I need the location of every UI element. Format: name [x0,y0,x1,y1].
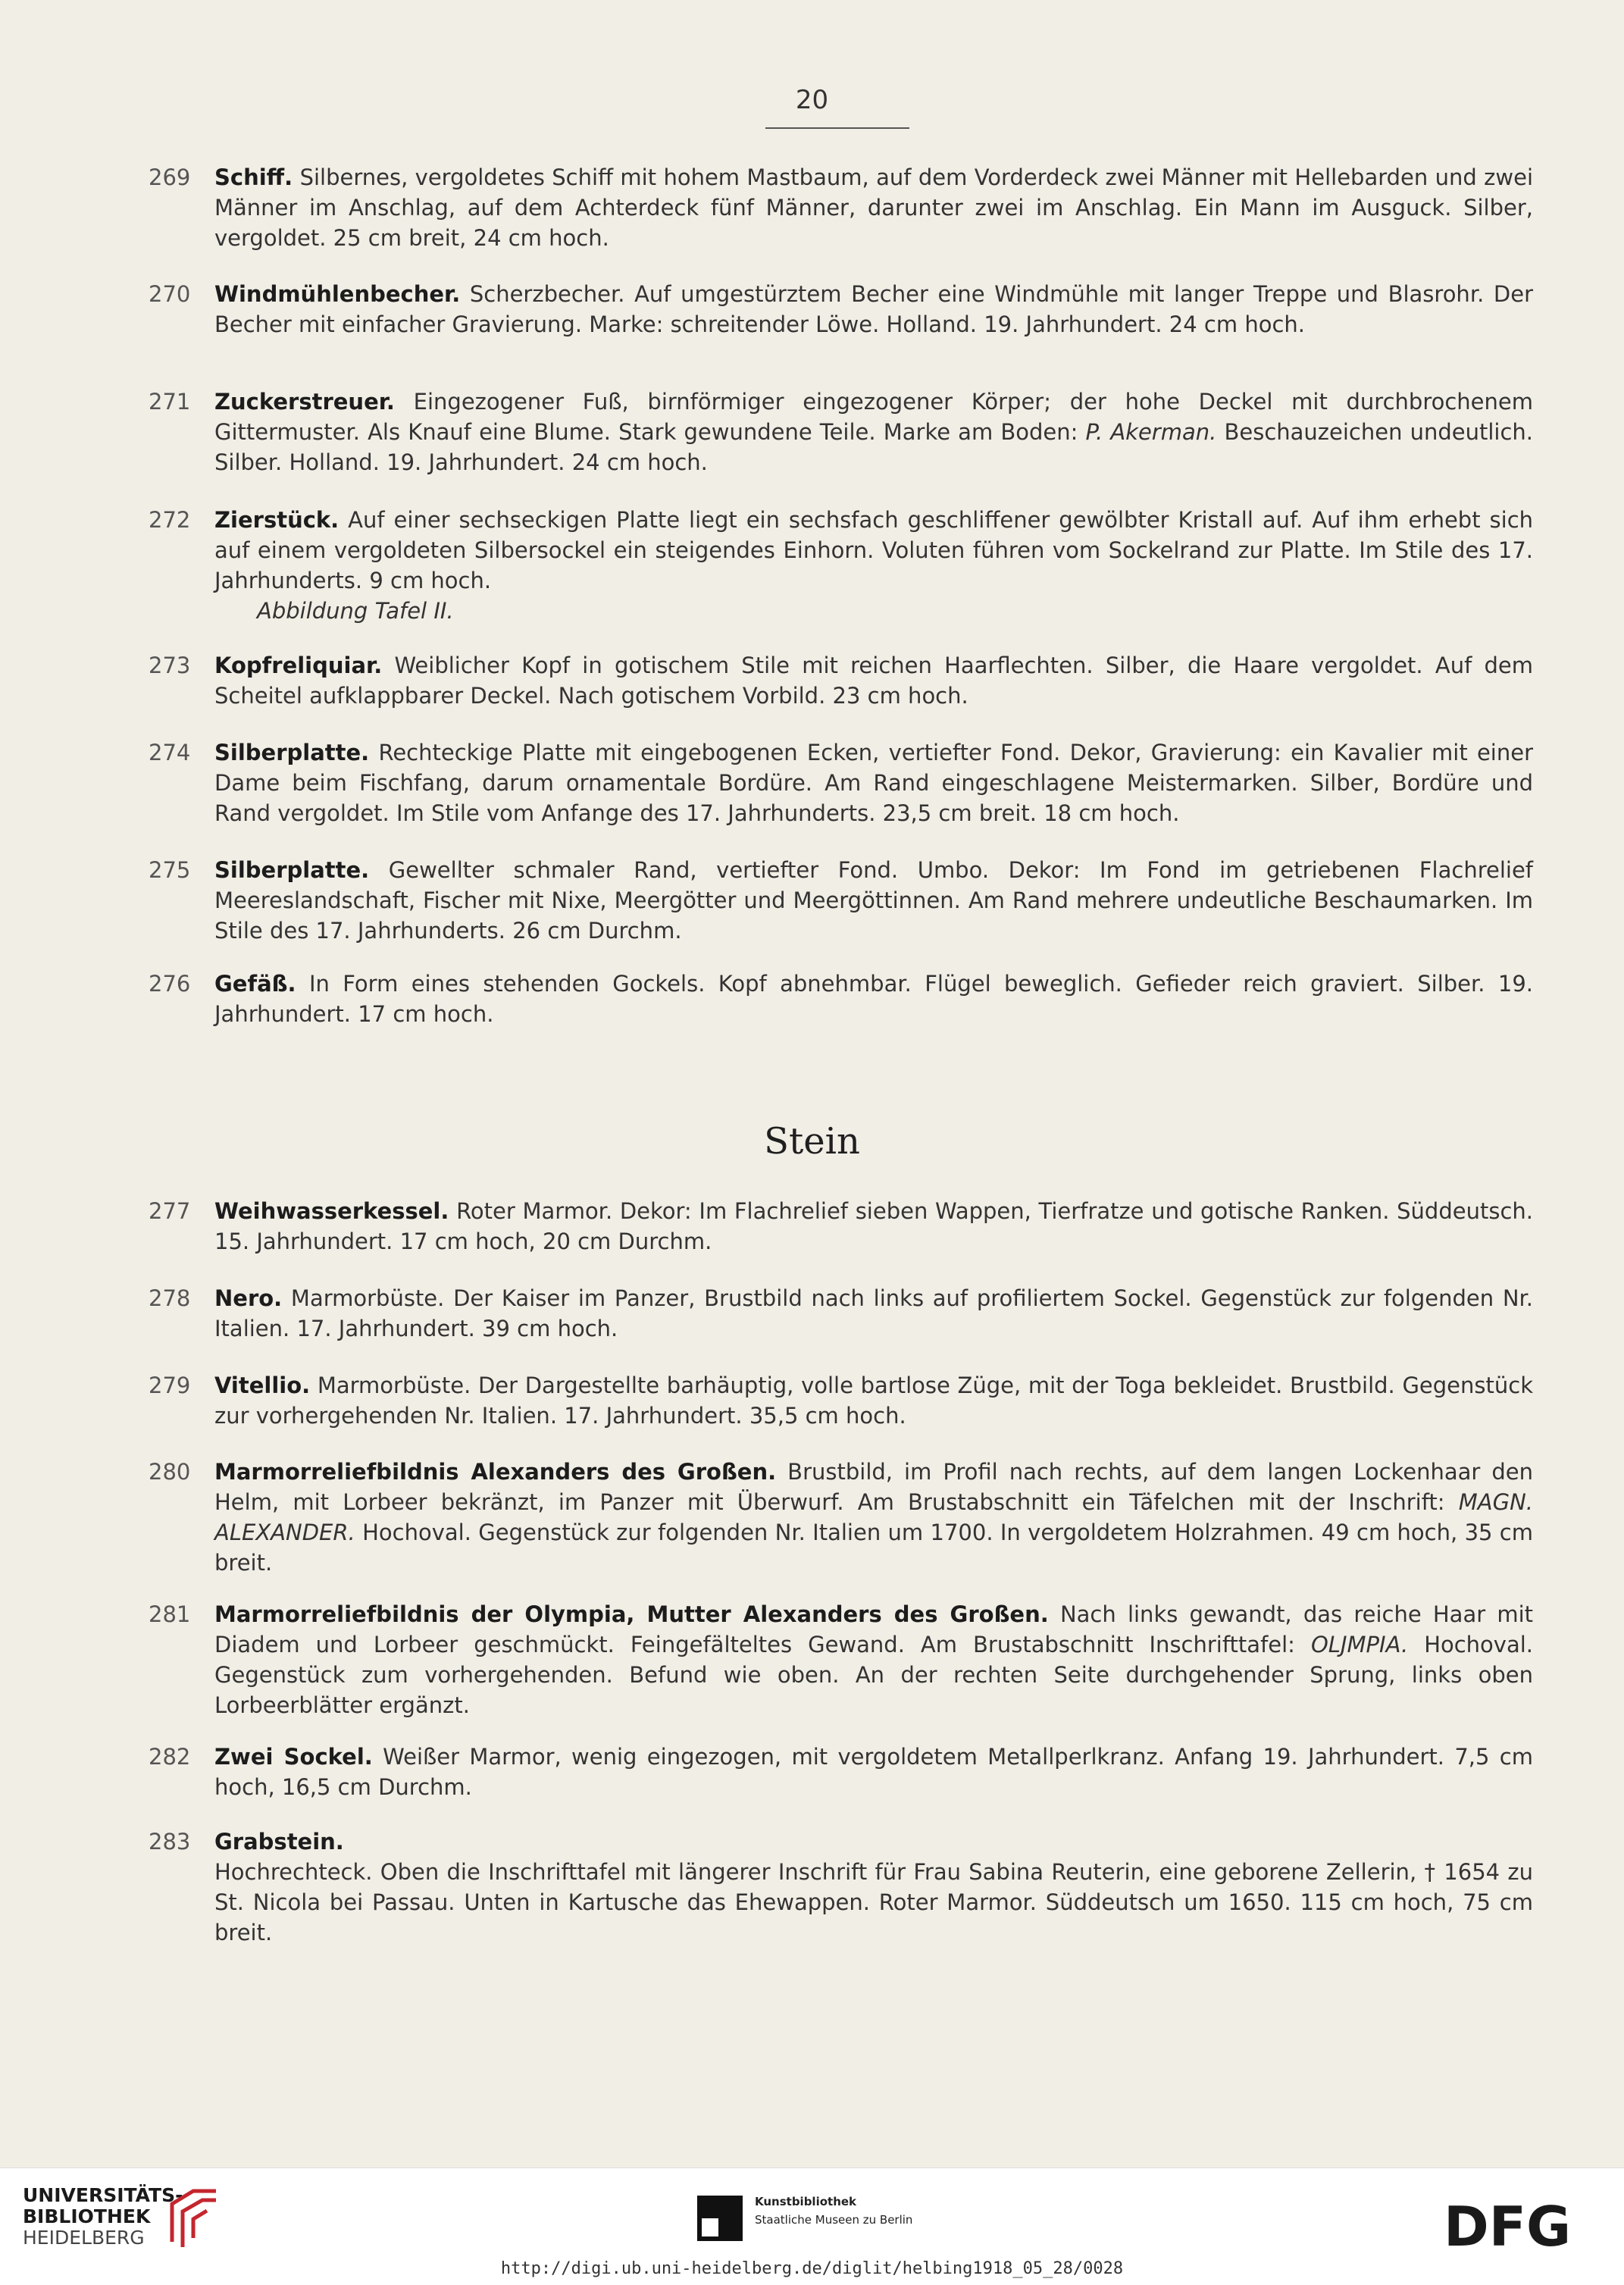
entry-description-cont: Hochoval. Gegenstück zur folgenden Nr. Italien um 1700. In vergoldetem Holzrahmen. 49 cm hoch, 35 cm breit. [214,1520,1534,1576]
entry-number: 275 [149,857,191,883]
kb-title: Kunstbibliothek [755,2195,857,2208]
entry-number: 282 [149,1744,191,1770]
entry-text [214,387,1533,477]
entry-text [214,737,1533,828]
entry-number: 274 [149,740,191,765]
entry-number: 276 [149,971,191,997]
entry-title: Zuckerstreuer. [214,389,395,415]
entry-description: Marmorbüste. Der Kaiser im Panzer, Brustbild nach links auf profiliertem Sockel. Gegenstück zur folgenden Nr. Italien. 17. Jahrhundert. 39 cm hoch. [214,1285,1534,1341]
entry-text [214,1742,1533,1802]
entry-title: Nero. [214,1285,283,1311]
entry-description: Eingezogener Fuß, birnförmiger eingezogener Körper; der hohe Deckel mit durchbrochenem Gittermuster. Als Knauf eine Blume. Stark gewundene Teile. Marke am Boden: [214,389,1533,445]
entry-text [214,1826,1533,1948]
entry-description: Marmorbüste. Der Dargestellte barhäuptig, volle bartlose Züge, mit der Toga bekleidet. Brustbild. Gegenstück zur vorhergehenden Nr. Italien. 17. Jahrhundert. 35,5 cm hoch. [214,1373,1533,1429]
entry-text [214,650,1533,711]
entry-description: Hochrechteck. Oben die Inschrifttafel mit längerer Inschrift für Frau Sabina Reuterin, eine geborene Zellerin, † 1654 zu St. Nicola bei Passau. Unten in Kartusche das Ehewappen. Roter Marmor. Süddeutsch um 1650. 115 cm hoch, 75 cm breit. [214,1859,1533,1945]
kunstbibliothek-emblem-icon [697,2196,743,2241]
entry-description-cont: Beschauzeichen undeutlich. Silber. Holland. 19. Jahrhundert. 24 cm hoch. [214,419,1533,475]
dfg-text: DFG [1444,2200,1572,2253]
entry-title: Kopfreliquiar. [214,653,383,678]
ub-line-3: HEIDELBERG [23,2227,145,2249]
inscription-text: MAGN. ALEXANDER. [214,1489,1533,1545]
entry-title: Silberplatte. [214,740,370,765]
inscription-text: OLJMPIA. [1310,1632,1409,1657]
entry-number: 269 [149,164,191,190]
entry-description: Silbernes, vergoldetes Schiff mit hohem Mastbaum, auf dem Vorderdeck zwei Männer mit Hellebarden und zwei Männer im Anschlag, auf dem Achterdeck fünf Männer, darunter zwei im Anschlag. Ein Mann im Ausguck. Silber, vergoldet. 25 cm breit, 24 cm hoch. [214,164,1534,251]
maker-mark-name: P. Akerman. [1085,419,1217,445]
entry-number: 283 [149,1829,191,1855]
entry-number: 271 [149,389,191,415]
entry-description: Scherzbecher. Auf umgestürztem Becher eine Windmühle mit langer Treppe und Blasrohr. Der Becher mit einfacher Gravierung. Marke: schreitender Löwe. Holland. 19. Jahrhundert. 24 cm hoch. [214,281,1534,337]
entry-text [214,505,1533,626]
entry-text [214,279,1533,340]
entry-text [214,1457,1533,1578]
entry-number: 277 [149,1198,191,1224]
entry-description: Roter Marmor. Dekor: Im Flachrelief sieben Wappen, Tierfratze und gotische Ranken. Süddeutsch. 15. Jahrhundert. 17 cm hoch, 20 cm Durchm. [214,1198,1533,1254]
entry-description-cont: Hochoval. Gegenstück zum vorhergehenden. Befund wie oben. An der rechten Seite durchgehender Sprung, links oben Lorbeerblätter ergänzt. [214,1632,1534,1718]
illustration-reference: Abbildung Tafel II. [257,598,454,624]
entry-title: Zierstück. [214,507,340,533]
entry-description: Gewellter schmaler Rand, vertiefter Fond. Umbo. Dekor: Im Fond im getriebenen Flachrelief Meereslandschaft, Fischer mit Nixe, Meergötter und Meergöttinnen. Am Rand mehrere undeutliche Beschaumarken. Im Stile des 17. Jahrhunderts. 26 cm Durchm. [214,857,1534,944]
entry-description: Rechteckige Platte mit eingebogenen Ecken, vertiefter Fond. Dekor, Gravierung: ein Kavalier mit einer Dame beim Fischfang, darum ornamentale Bordüre. Am Rand eingeschlagene Meistermarken. Silber, Bordüre und Rand vergoldet. Im Stile vom Anfange des 17. Jahrhunderts. 23,5 cm breit. 18 cm hoch. [214,740,1534,826]
entry-description: Weiblicher Kopf in gotischem Stile mit reichen Haarflechten. Silber, die Haare vergoldet. Auf dem Scheitel aufklappbarer Deckel. Nach gotischem Vorbild. 23 cm hoch. [214,653,1534,709]
entry-title: Schiff. [214,164,293,190]
entry-description: Weißer Marmor, wenig eingezogen, mit vergoldetem Metallperlkranz. Anfang 19. Jahrhundert. 7,5 cm hoch, 16,5 cm Durchm. [214,1744,1533,1800]
ub-line-1: UNIVERSITÄTS- [23,2184,183,2206]
page-number-rule [765,127,909,129]
entry-title: Vitellio. [214,1373,311,1398]
entry-description: Auf einer sechseckigen Platte liegt ein sechsfach geschliffener gewölbter Kristall auf. Auf ihm erhebt sich auf einem vergoldeten Silbersockel ein steigendes Einhorn. Voluten führen vom Sockelrand zur Platte. Im Stile des 17. Jahrhunderts. 9 cm hoch. [214,507,1534,593]
source-url[interactable]: http://digi.ub.uni-heidelberg.de/diglit/helbing1918_05_28/0028 [500,2259,1124,2278]
entry-title: Silberplatte. [214,857,370,883]
page-number: 20 [795,85,829,115]
entry-text [214,1283,1533,1344]
entry-number: 280 [149,1459,191,1485]
entry-title: Windmühlenbecher. [214,281,461,307]
ub-line-2: BIBLIOTHEK [23,2205,151,2227]
entry-number: 272 [149,507,191,533]
entry-number: 279 [149,1373,191,1398]
entry-number: 281 [149,1601,191,1627]
entry-text [214,1196,1533,1257]
entry-text [214,1370,1533,1431]
entry-text [214,855,1533,946]
entry-title: Grabstein. [214,1829,344,1855]
entry-number: 270 [149,281,191,307]
entry-description: Nach links gewandt, das reiche Haar mit Diadem und Lorbeer geschmückt. Feingefälteltes Gewand. Am Brustabschnitt Inschrifttafel: [214,1601,1534,1657]
digitization-footer [0,2168,1624,2285]
ub-emblem-icon [163,2185,224,2253]
entry-text [214,1599,1533,1720]
dfg-logo[interactable] [1444,2200,1603,2253]
entry-title: Marmorreliefbildnis Alexanders des Großen. [214,1459,777,1485]
entry-description: In Form eines stehenden Gockels. Kopf abnehmbar. Flügel beweglich. Gefieder reich graviert. Silber. 19. Jahrhundert. 17 cm hoch. [214,971,1533,1027]
university-library-name [23,2185,183,2249]
entry-number: 273 [149,653,191,678]
entry-number: 278 [149,1285,191,1311]
entry-title: Weihwasserkessel. [214,1198,449,1224]
kunstbibliothek-text [755,2193,1012,2229]
entry-text [214,969,1533,1029]
entry-title: Gefäß. [214,971,296,997]
university-library-logo[interactable] [23,2185,183,2249]
entry-title: Zwei Sockel. [214,1744,373,1770]
entry-title: Marmorreliefbildnis der Olympia, Mutter Alexanders des Großen. [214,1601,1049,1627]
kb-subtitle: Staatliche Museen zu Berlin [755,2213,913,2227]
entry-text [214,162,1533,253]
section-heading: Stein [764,1120,860,1163]
entry-description: Brustbild, im Profil nach rechts, auf dem langen Lockenhaar den Helm, mit Lorbeer bekränzt, im Panzer mit Überwurf. Am Brustabschnitt ein Täfelchen mit der Inschrift: [214,1459,1533,1515]
